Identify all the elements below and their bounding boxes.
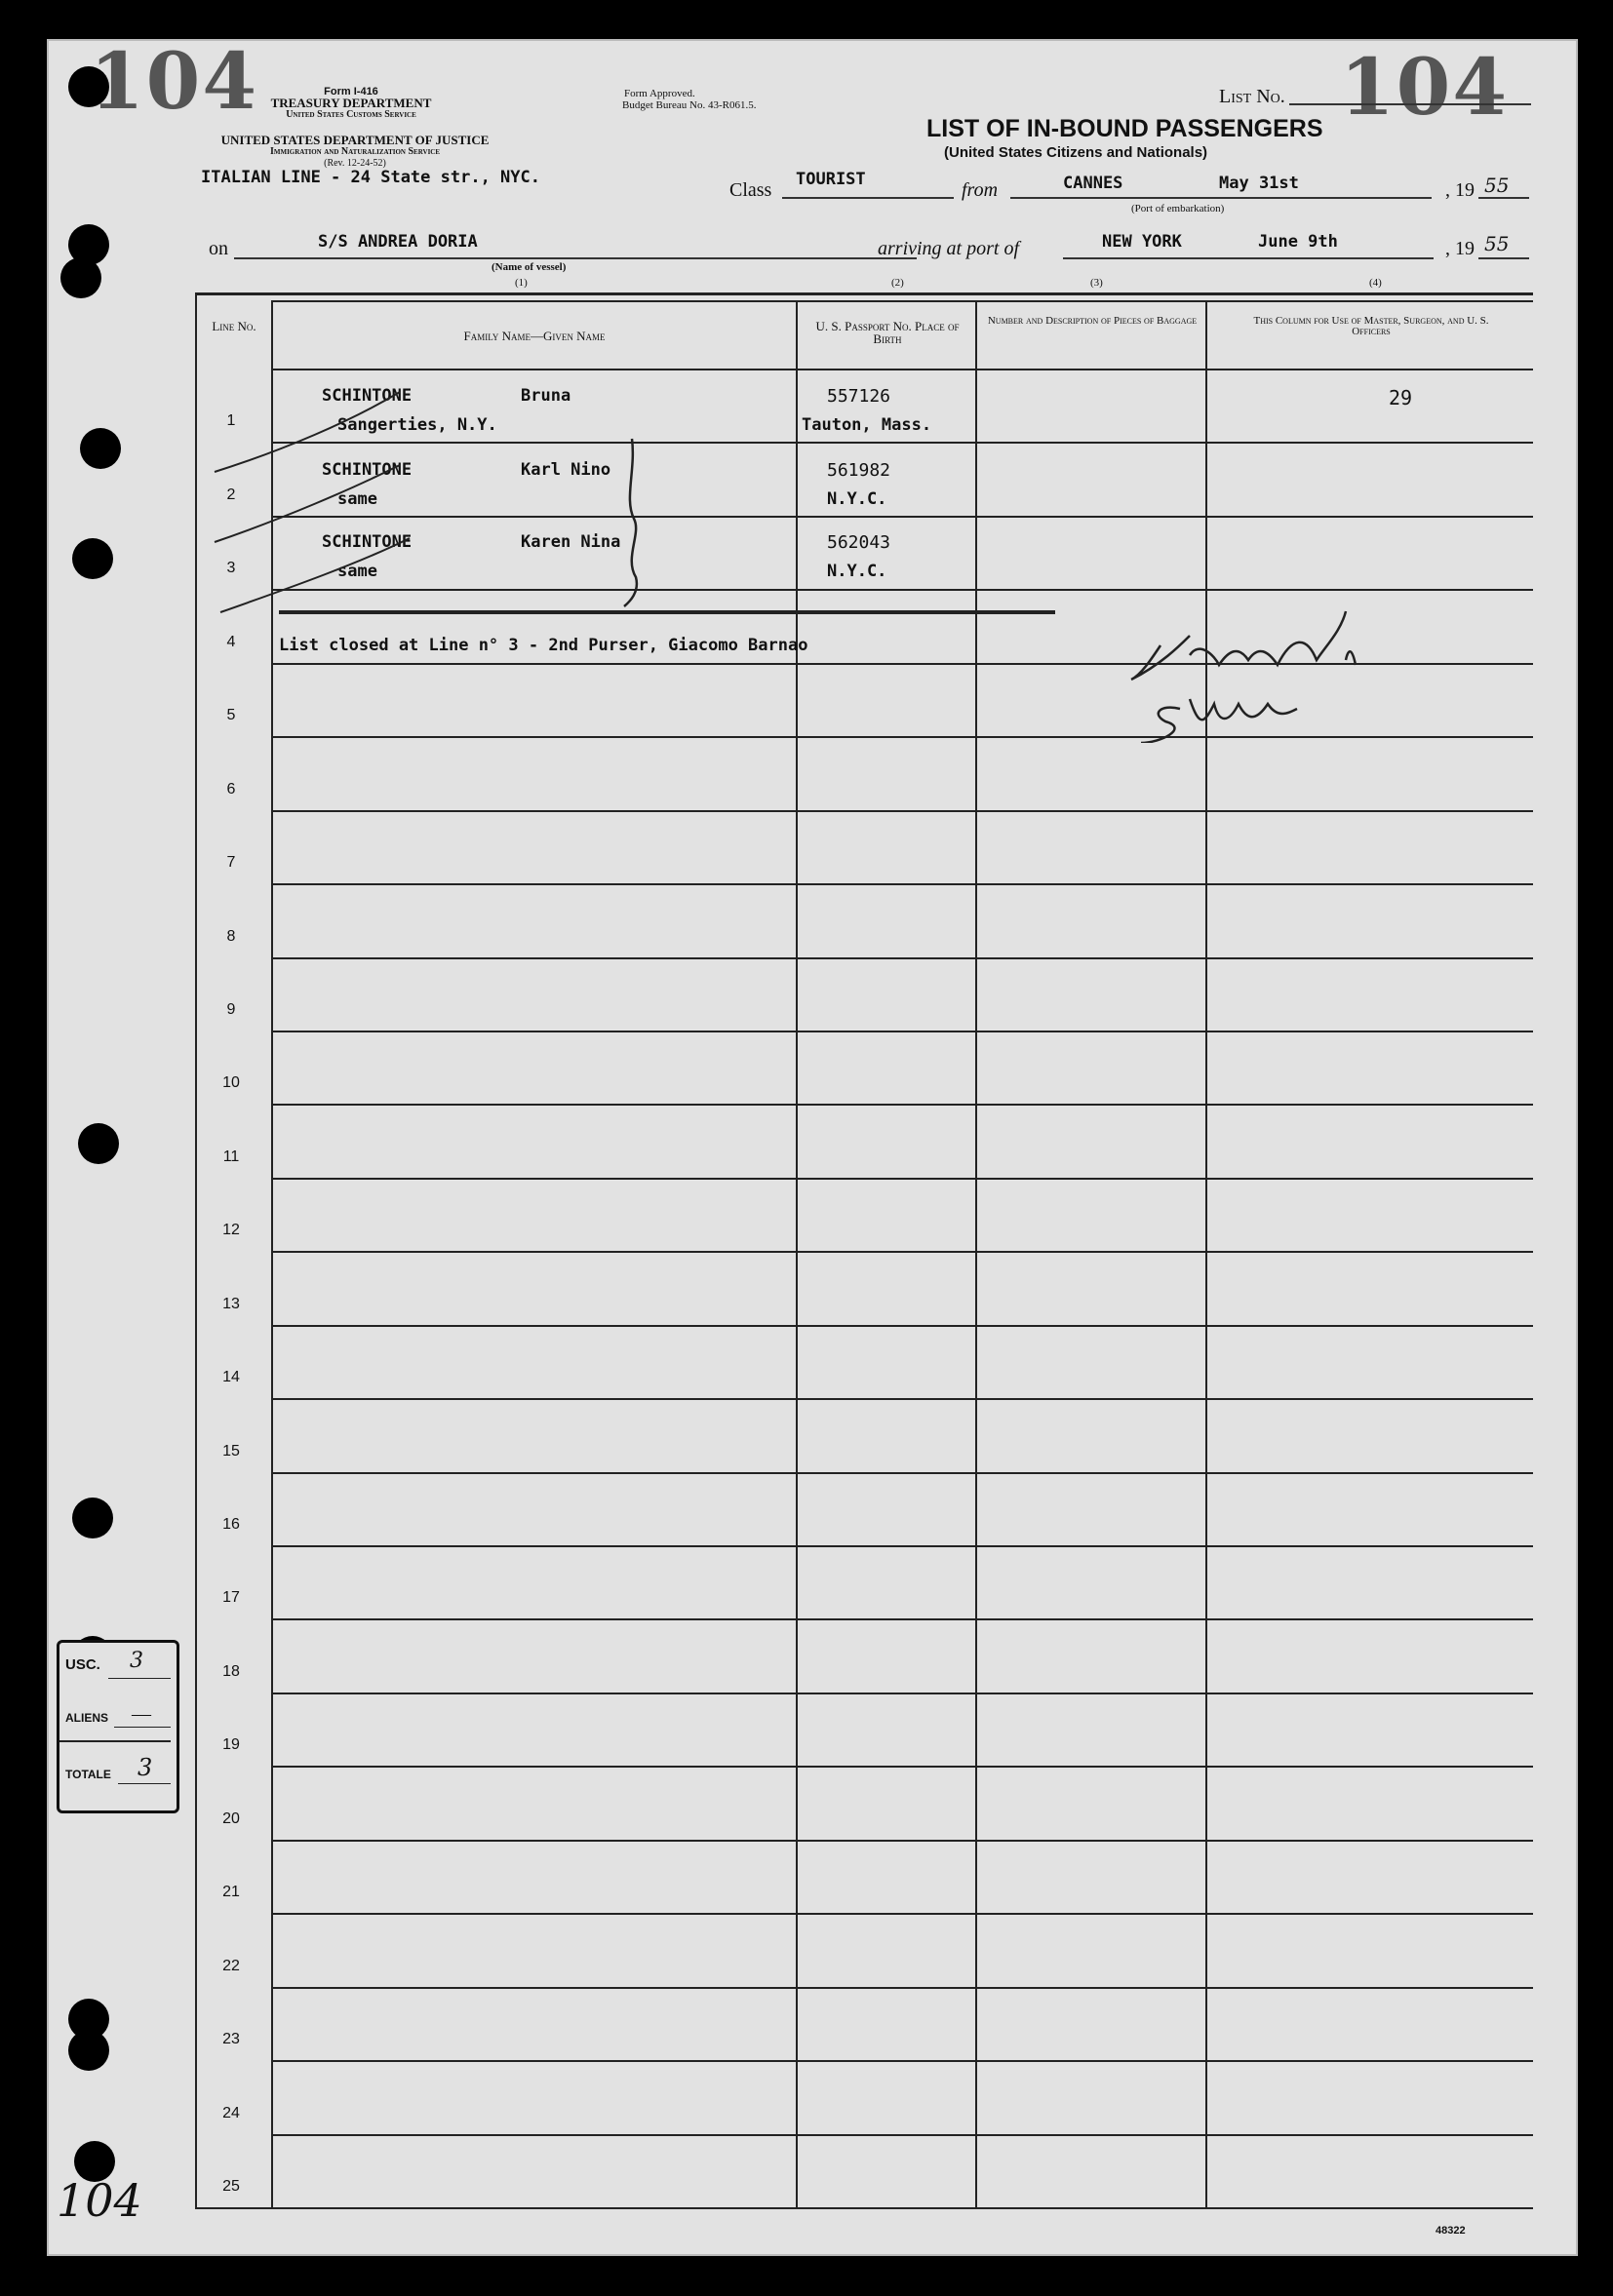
passenger-3-given: Karen Nina [521, 532, 621, 552]
row-rule [271, 957, 1533, 959]
col-number-1: (1) [515, 277, 528, 289]
line-number: 15 [222, 1443, 240, 1459]
shipping-agent: ITALIAN LINE - 24 State str., NYC. [201, 168, 540, 187]
row-rule [271, 1545, 1533, 1547]
tally-aliens-line [114, 1727, 171, 1728]
footer-code: 48322 [1436, 2225, 1466, 2237]
on-label: on [209, 238, 228, 259]
list-no-line [1289, 103, 1531, 105]
handwritten-strokes [195, 363, 741, 655]
line-number: 9 [226, 1001, 236, 1018]
stamp-number-right: 104 [1340, 41, 1509, 133]
tally-aliens-value: — [132, 1703, 151, 1725]
page-subtitle: (United States Citizens and Nationals) [944, 144, 1208, 161]
line-number: 3 [226, 560, 236, 576]
passenger-2-family: SCHINTONE [322, 460, 413, 480]
line-number: 1 [226, 412, 236, 429]
line-number: 11 [222, 1148, 240, 1165]
line-number: 13 [222, 1296, 240, 1312]
line-number: 21 [222, 1884, 240, 1900]
col-number-3: (3) [1090, 277, 1103, 289]
form-id-block [254, 86, 449, 121]
col-divider-2 [796, 300, 798, 2209]
class-value: TOURIST [796, 170, 866, 189]
row-rule [271, 1693, 1533, 1694]
row-rule [271, 1178, 1533, 1180]
passenger-3-family: SCHINTONE [322, 532, 413, 552]
tally-usc-label: USC. [65, 1656, 100, 1673]
row-rule [271, 1104, 1533, 1106]
row-rule [271, 1766, 1533, 1768]
name-of-vessel-label: (Name of vessel) [492, 261, 567, 273]
passenger-3-birthplace: N.Y.C. [827, 562, 887, 581]
passenger-2-birthplace: N.Y.C. [827, 489, 887, 509]
line-number: 8 [226, 928, 236, 945]
tally-usc-line [108, 1678, 171, 1679]
form-number: Form I-416 [324, 86, 378, 97]
col-divider-3 [975, 300, 977, 2209]
customs-service: United States Customs Service [286, 109, 416, 120]
line-number: 23 [222, 2031, 240, 2047]
line-number: 4 [226, 634, 236, 650]
from-year-prefix: , 19 [1445, 179, 1475, 201]
line-number: 2 [226, 486, 236, 503]
line-number: 22 [222, 1958, 240, 1974]
arrival-line [1063, 257, 1434, 259]
justice-dept: UNITED STATES DEPARTMENT OF JUSTICE [220, 133, 490, 147]
line-number: 16 [222, 1516, 240, 1533]
class-label: Class [729, 179, 772, 201]
punch-hole [68, 2030, 109, 2071]
row-rule [271, 1251, 1533, 1253]
punch-hole [80, 428, 121, 469]
arrival-year-prefix: , 19 [1445, 238, 1475, 259]
page-title: LIST OF IN-BOUND PASSENGERS [926, 115, 1323, 142]
form-approved: Form Approved. [624, 88, 695, 99]
line-number: 14 [222, 1369, 240, 1385]
passenger-1-family: SCHINTONE [322, 386, 413, 406]
justice-block [209, 135, 501, 170]
line-number: 24 [222, 2105, 240, 2121]
ins-service: Immigration and Naturalization Service [269, 146, 441, 157]
row-rule [271, 810, 1533, 812]
tally-box [57, 1640, 179, 1813]
budget-bureau: Budget Bureau No. 43-R061.5. [622, 99, 757, 111]
line-number: 7 [226, 854, 236, 871]
table-top-rule-inner [273, 300, 1533, 302]
row-rule [271, 1325, 1533, 1327]
table-bottom-rule [195, 2207, 1533, 2209]
arrival-date: June 9th [1258, 232, 1338, 252]
line-number: 18 [222, 1663, 240, 1680]
port-of-embarkation-label: (Port of embarkation) [1131, 203, 1225, 214]
arrival-year-line [1478, 257, 1529, 259]
row-rule [271, 1398, 1533, 1400]
tally-total-value: 3 [138, 1754, 153, 1781]
vessel-name: S/S ANDREA DORIA [318, 232, 478, 252]
arrival-year: 55 [1484, 232, 1510, 255]
punch-hole [72, 1498, 113, 1538]
passenger-3-residence: same [337, 562, 377, 581]
header-passport: U. S. Passport No. Place of Birth [815, 319, 960, 346]
passenger-1-birthplace: Tauton, Mass. [802, 415, 932, 435]
col-divider-4 [1205, 300, 1207, 2209]
line-number: 25 [222, 2178, 240, 2195]
line-number: 20 [222, 1810, 240, 1827]
col-number-2: (2) [891, 277, 904, 289]
row-rule [271, 1987, 1533, 1989]
from-date: May 31st [1219, 174, 1299, 193]
passenger-1-given: Bruna [521, 386, 571, 406]
closing-text: List closed at Line n° 3 - 2nd Purser, Giacomo Barnao [279, 636, 808, 655]
row-rule [271, 2134, 1533, 2136]
from-year: 55 [1484, 174, 1510, 197]
tally-usc-value: 3 [130, 1649, 143, 1673]
tally-total-line [118, 1783, 171, 1784]
header-officers: This Column for Use of Master, Surgeon, and U. S. Officers [1253, 315, 1489, 337]
line-number: 17 [222, 1589, 240, 1606]
from-year-line [1478, 197, 1529, 199]
approval-block [622, 88, 756, 111]
row-rule [271, 1840, 1533, 1842]
header-baggage: Number and Description of Pieces of Baggage [987, 315, 1198, 327]
passenger-1-residence: Sangerties, N.Y. [337, 415, 497, 435]
arrival-port: NEW YORK [1102, 232, 1182, 252]
line-number: 10 [222, 1074, 240, 1091]
arriving-label: arriving at port of [878, 238, 1020, 259]
tally-divider [59, 1740, 171, 1742]
row-rule [271, 1472, 1533, 1474]
punch-hole [72, 538, 113, 579]
line-number: 6 [226, 781, 236, 798]
line-number: 5 [226, 707, 236, 723]
passenger-3-passport: 562043 [827, 532, 891, 553]
passenger-2-residence: same [337, 489, 377, 509]
row-rule [271, 1913, 1533, 1915]
tally-total-label: TOTALE [65, 1768, 111, 1781]
punch-hole [78, 1123, 119, 1164]
row-rule [271, 1031, 1533, 1032]
table-top-rule [195, 292, 1533, 295]
passenger-2-given: Karl Nino [521, 460, 611, 480]
punch-hole [60, 257, 101, 298]
from-label: from [962, 179, 999, 201]
row-rule [271, 883, 1533, 885]
row-rule [271, 1618, 1533, 1620]
header-name: Family Name—Given Name [463, 329, 606, 343]
form-revision: (Rev. 12-24-52) [324, 158, 386, 169]
class-line [782, 197, 954, 199]
header-line-no: Line No. [212, 319, 256, 333]
row-rule [271, 2060, 1533, 2062]
from-line [1010, 197, 1432, 199]
officer-number: 29 [1389, 386, 1413, 409]
passenger-2-passport: 561982 [827, 460, 891, 481]
vessel-line [234, 257, 917, 259]
inspector-signature [1121, 606, 1414, 743]
line-number: 12 [222, 1222, 240, 1238]
passenger-1-passport: 557126 [827, 386, 891, 407]
handwritten-page-number: 104 [57, 2174, 142, 2227]
line-number: 19 [222, 1736, 240, 1753]
from-port: CANNES [1063, 174, 1123, 193]
tally-aliens-label: ALIENS [65, 1711, 109, 1725]
stamp-number-left: 104 [90, 35, 258, 127]
manifest-page [47, 35, 1578, 2256]
col-number-4: (4) [1369, 277, 1382, 289]
list-no-label: List No. [1219, 86, 1285, 107]
treasury-dept: TREASURY DEPARTMENT [270, 96, 432, 110]
